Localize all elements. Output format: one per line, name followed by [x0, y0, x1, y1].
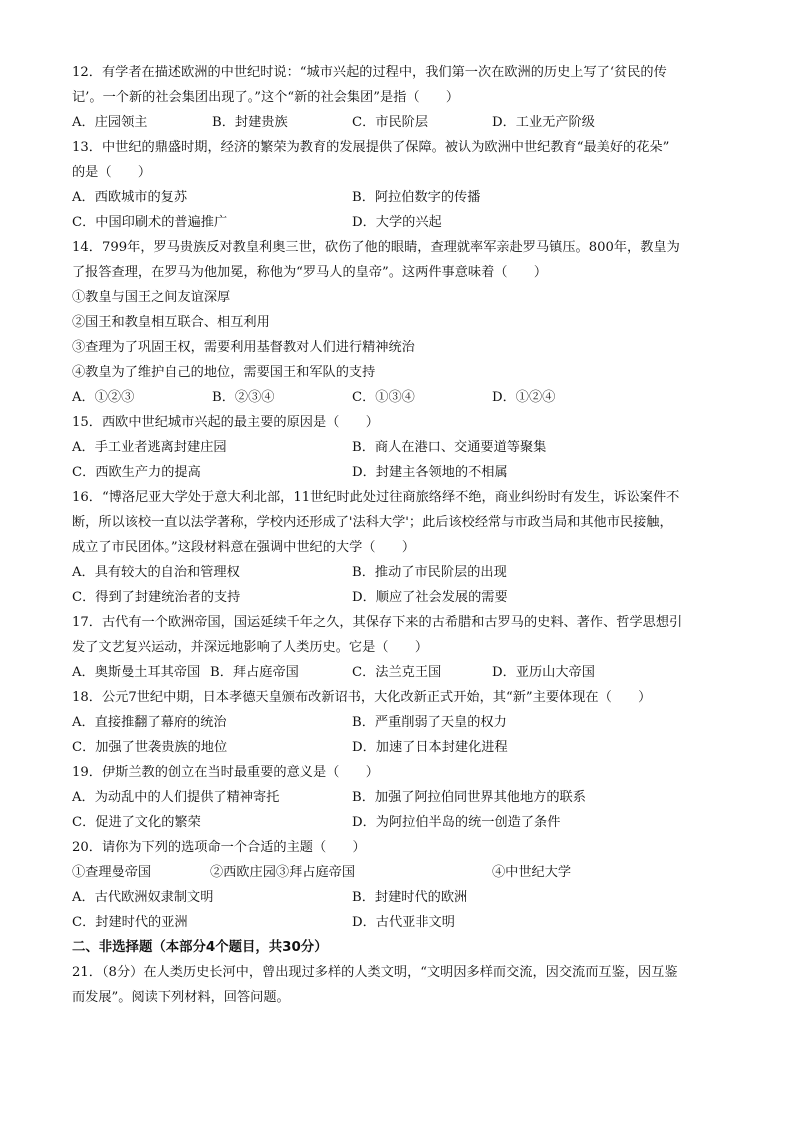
option-c[interactable]: C．加强了世袭贵族的地位 [72, 740, 228, 755]
option-a[interactable]: A．西欧城市的复苏 [72, 190, 188, 205]
question-17-stem-line-1: 17．古代有一个欧洲帝国，国运延续千年之久，其保存下来的古希腊和古罗马的史料、著作、哲学思想引 [72, 615, 683, 630]
question-14-stem-line-2: 了报答查理，在罗马为他加冕，称他为“罗马人的皇帝”。这两件事意味着（ ） [72, 265, 548, 280]
question-18-options-row-1 [72, 710, 722, 735]
question-15-options-row-1 [72, 435, 722, 460]
question-15-options-row-2 [72, 460, 722, 485]
question-16-stem-line-3: 成立了市民团体。”这段材料意在强调中世纪的大学（ ） [72, 540, 416, 555]
option-a[interactable]: A．奥斯曼土耳其帝国 [72, 665, 201, 680]
option-b[interactable]: B．封建贵族 [212, 115, 288, 130]
option-c[interactable]: C．西欧生产力的提高 [72, 465, 201, 480]
question-17-options [72, 660, 722, 685]
option-c[interactable]: C．得到了封建统治者的支持 [72, 590, 241, 605]
option-d[interactable]: D．为阿拉伯半岛的统一创造了条件 [352, 815, 561, 830]
option-c[interactable]: C．法兰克王国 [352, 665, 442, 680]
option-b[interactable]: B．推动了市民阶层的出现 [352, 565, 507, 580]
option-a[interactable]: A．直接推翻了幕府的统治 [72, 715, 227, 730]
question-13-options-row-1 [72, 185, 722, 210]
option-b[interactable]: B．封建时代的欧洲 [352, 890, 468, 905]
option-c[interactable]: C．封建时代的亚洲 [72, 915, 188, 930]
question-14-item-1: ①教皇与国王之间友谊深厚 [72, 290, 231, 305]
option-d[interactable]: D．工业无产阶级 [492, 115, 595, 130]
option-b[interactable]: B．阿拉伯数字的传播 [352, 190, 481, 205]
option-d[interactable]: D．①②④ [492, 390, 556, 405]
option-b[interactable]: B．拜占庭帝国 [210, 665, 299, 680]
question-19-stem: 19．伊斯兰教的创立在当时最重要的意义是（ ） [72, 765, 379, 780]
section-2-heading: 二、非选择题（本部分4个题目，共30分） [72, 940, 328, 955]
question-18-options-row-2 [72, 735, 722, 760]
option-b[interactable]: B．商人在港口、交通要道等聚集 [352, 440, 547, 455]
option-a[interactable]: A．为动乱中的人们提供了精神寄托 [72, 790, 280, 805]
question-14-item-4: ④教皇为了维护自己的地位，需要国王和军队的支持 [72, 365, 376, 380]
question-20-item-1: ①查理曼帝国 [72, 865, 152, 880]
question-20-item-2-3: ②西欧庄园③拜占庭帝国 [210, 865, 356, 880]
question-15-stem: 15．西欧中世纪城市兴起的最主要的原因是（ ） [72, 415, 379, 430]
option-a[interactable]: A．①②③ [72, 390, 135, 405]
question-20-items [72, 860, 722, 885]
question-14-options [72, 385, 722, 410]
question-21-stem-line-1: 21．（8分）在人类历史长河中，曾出现过多样的人类文明，“文明因多样而交流，因交流而互鉴，因互鉴 [72, 965, 678, 980]
option-d[interactable]: D．大学的兴起 [352, 215, 442, 230]
question-20-item-4: ④中世纪大学 [492, 865, 572, 880]
question-20-options-row-2 [72, 910, 722, 935]
question-14-stem-line-1: 14．799年，罗马贵族反对教皇利奥三世，砍伤了他的眼睛，查理就率军亲赴罗马镇压。800年，教皇为 [72, 240, 680, 255]
option-a[interactable]: A．古代欧洲奴隶制文明 [72, 890, 214, 905]
question-12-options [72, 110, 722, 135]
option-d[interactable]: D．加速了日本封建化进程 [352, 740, 508, 755]
question-21-stem-line-2: 而发展”。阅读下列材料，回答问题。 [72, 990, 290, 1005]
question-12-stem-line-2: 记’。一个新的社会集团出现了。”这个“新的社会集团”是指（ ） [72, 90, 460, 105]
question-13-options-row-2 [72, 210, 722, 235]
option-c[interactable]: C．①③④ [352, 390, 415, 405]
option-b[interactable]: B．②③④ [212, 390, 275, 405]
option-c[interactable]: C．中国印刷术的普遍推广 [72, 215, 228, 230]
question-16-options-row-2 [72, 585, 722, 610]
option-d[interactable]: D．亚历山大帝国 [492, 665, 595, 680]
option-c[interactable]: C．市民阶层 [352, 115, 429, 130]
option-c[interactable]: C．促进了文化的繁荣 [72, 815, 201, 830]
option-d[interactable]: D．顺应了社会发展的需要 [352, 590, 508, 605]
question-16-stem-line-2: 断，所以该校一直以法学著称，学校内还形成了'法科大学'；此后该校经常与市政当局和其他市民接触， [72, 515, 673, 530]
option-a[interactable]: A．具有较大的自治和管理权 [72, 565, 240, 580]
question-16-options-row-1 [72, 560, 722, 585]
option-a[interactable]: A．庄园领主 [72, 115, 148, 130]
question-12-stem-line-1: 12．有学者在描述欧洲的中世纪时说：“城市兴起的过程中，我们第一次在欧洲的历史上写了‘贫民的传 [72, 65, 667, 80]
question-20-options-row-1 [72, 885, 722, 910]
question-14-item-3: ③查理为了巩固王权，需要利用基督教对人们进行精神统治 [72, 340, 415, 355]
option-d[interactable]: D．古代亚非文明 [352, 915, 455, 930]
option-b[interactable]: B．严重削弱了天皇的权力 [352, 715, 507, 730]
option-a[interactable]: A．手工业者逃离封建庄园 [72, 440, 227, 455]
exam-page [72, 60, 722, 1010]
question-14-item-2: ②国王和教皇相互联合、相互利用 [72, 315, 270, 330]
question-13-stem-line-1: 13．中世纪的鼎盛时期，经济的繁荣为教育的发展提供了保障。被认为欧洲中世纪教育“最美好的花朵” [72, 140, 670, 155]
question-19-options-row-1 [72, 785, 722, 810]
question-16-stem-line-1: 16．“博洛尼亚大学处于意大利北部，11世纪时此处过往商旅络绎不绝，商业纠纷时有发生，诉讼案件不 [72, 490, 680, 505]
option-b[interactable]: B．加强了阿拉伯同世界其他地方的联系 [352, 790, 586, 805]
option-d[interactable]: D．封建主各领地的不相属 [352, 465, 508, 480]
question-20-stem: 20．请你为下列的选项命一个合适的主题（ ） [72, 840, 366, 855]
question-13-stem-line-2: 的是（ ） [72, 165, 152, 180]
question-17-stem-line-2: 发了文艺复兴运动，并深远地影响了人类历史。它是（ ） [72, 640, 429, 655]
question-18-stem: 18．公元7世纪中期，日本孝德天皇颁布改新诏书，大化改新正式开始，其“新”主要体现在（ ） [72, 690, 652, 705]
question-19-options-row-2 [72, 810, 722, 835]
